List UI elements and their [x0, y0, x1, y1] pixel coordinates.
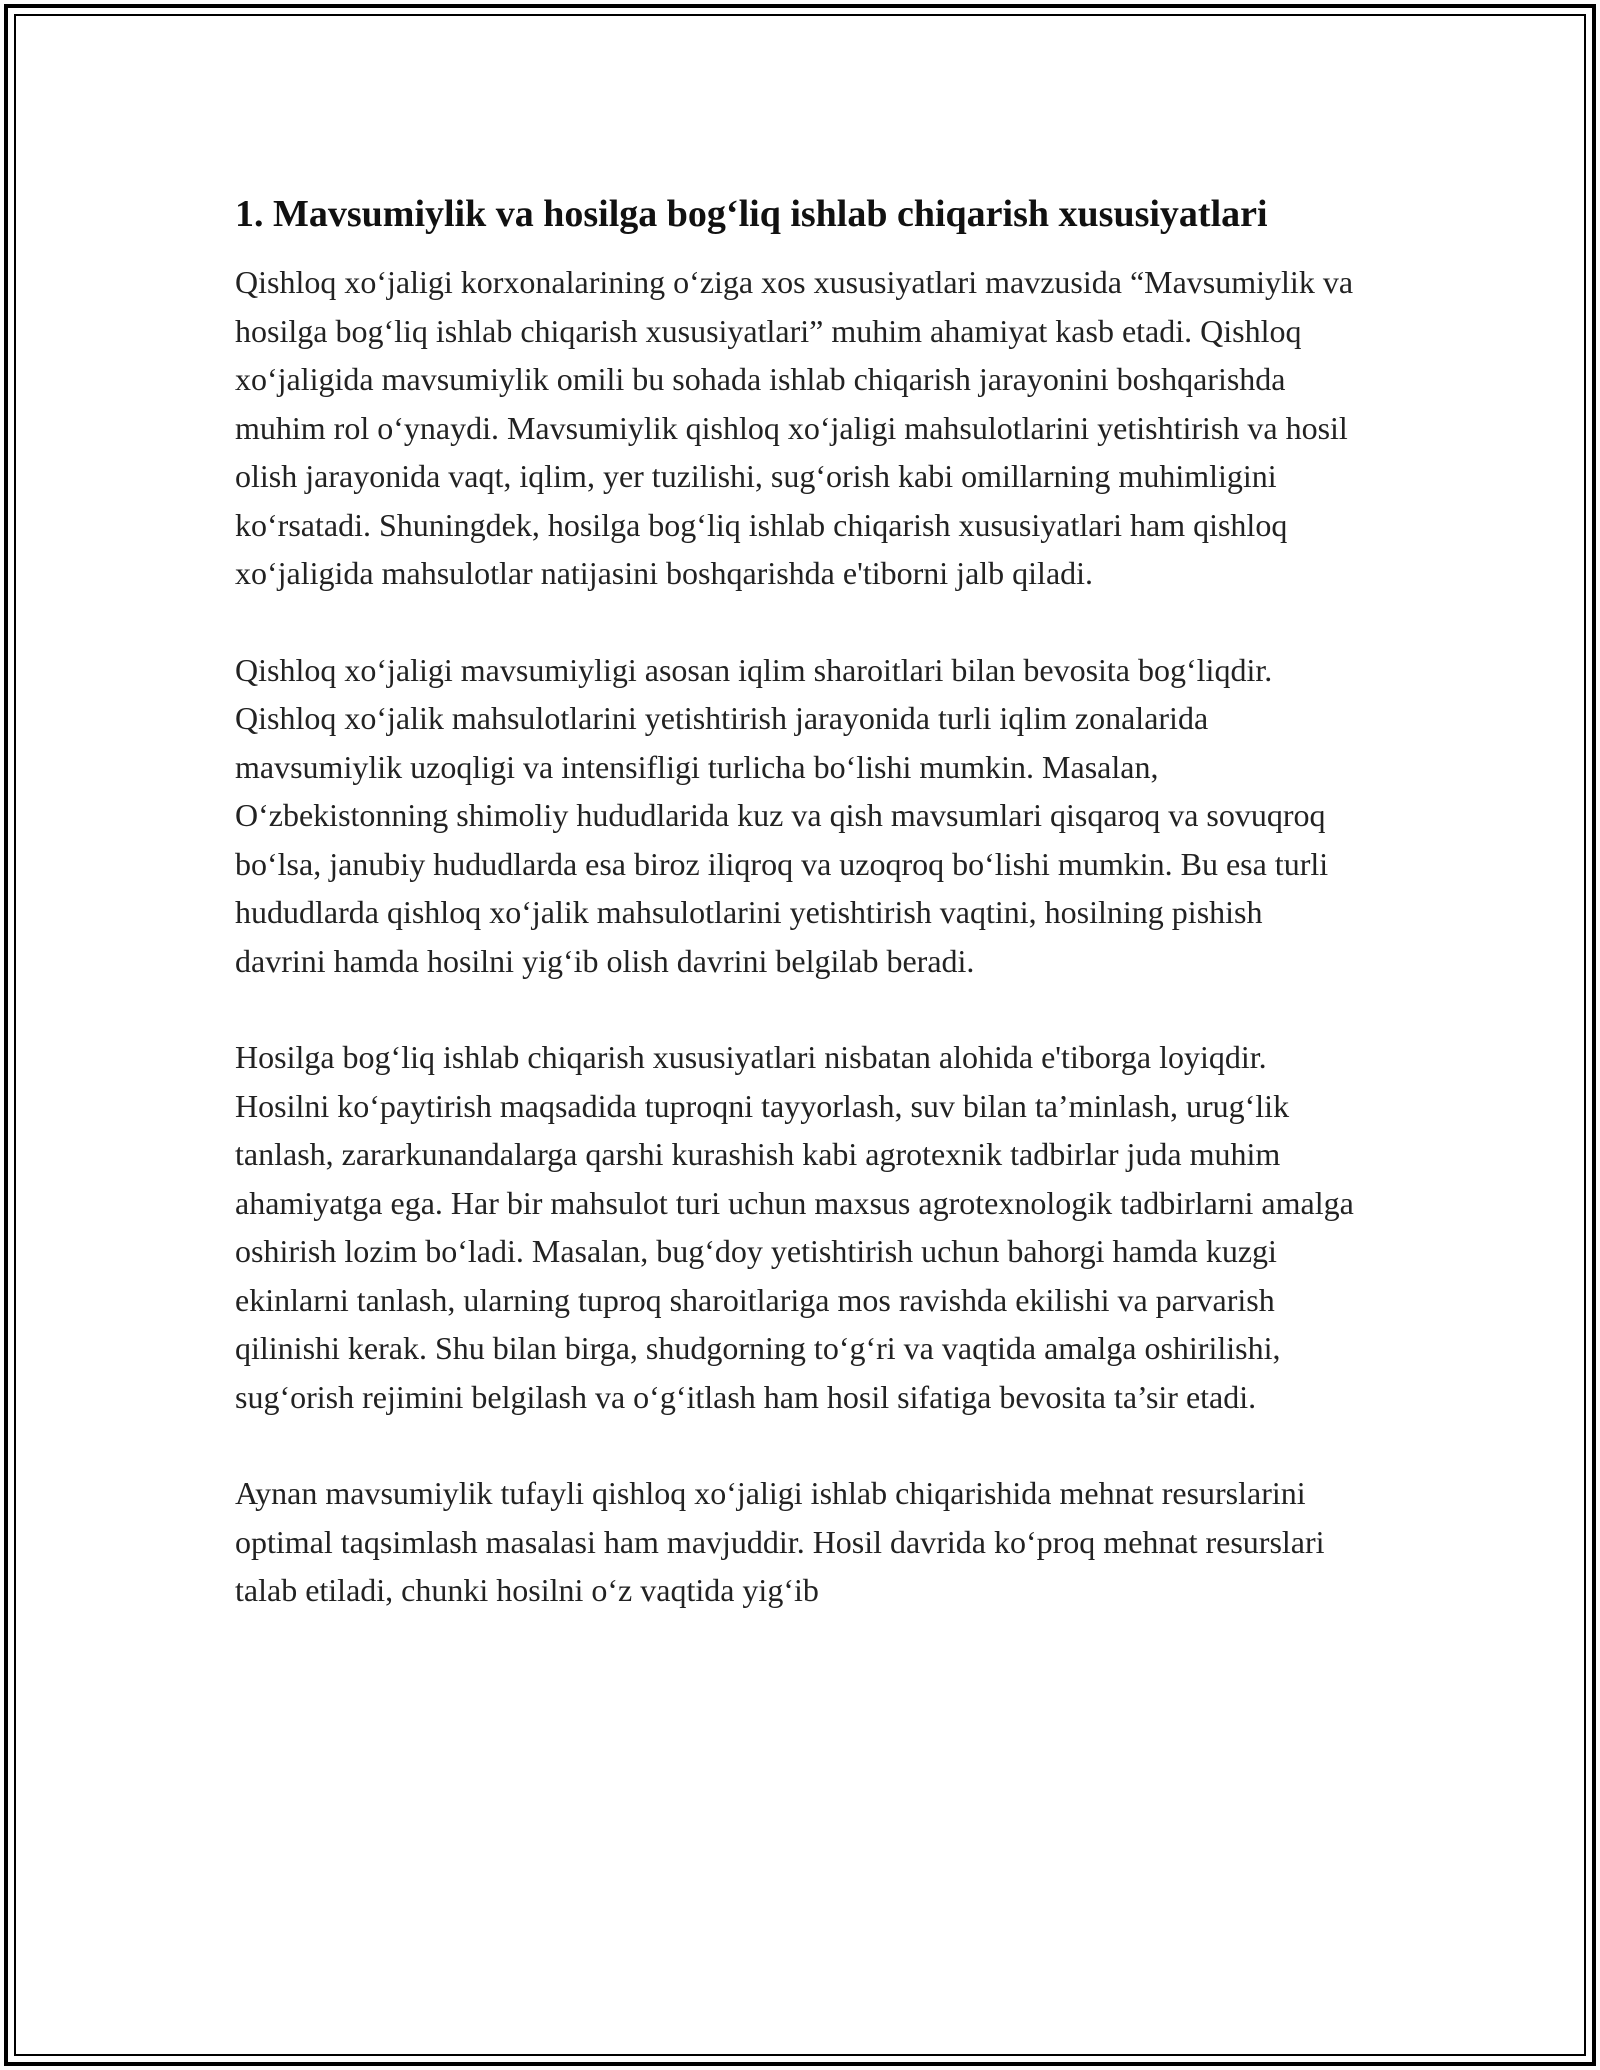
paragraph-3: Hosilga bog‘liq ishlab chiqarish xususiyatlari nisbatan alohida e'tiborga loyiqdir. Hosilni ko‘paytirish maqsadida tuproqni tayyorlash, suv bilan ta’minlash, urug‘lik tanlash, zararkunandalarga qarshi kurashish kabi agrotexnik tadbirlar juda muhim ahamiyatga ega. Har bir mahsulot turi uchun maxsus agrotexnologik tadbirlarni amalga oshirish lozim bo‘ladi. Masalan, bug‘doy yetishtirish uchun bahorgi hamda kuzgi ekinlarni tanlash, ularning tuproq sharoitlariga mos ravishda ekilishi va parvarish qilinishi kerak. Shu bilan birga, shudgorning to‘g‘ri va vaqtida amalga oshirilishi, sug‘orish rejimini belgilash va o‘g‘itlash ham hosil sifatiga bevosita ta’sir etadi. [235, 1039, 1354, 1415]
paragraph-2: Qishloq xo‘jaligi mavsumiyligi asosan iqlim sharoitlari bilan bevosita bog‘liqdir. Qishloq xo‘jalik mahsulotlarini yetishtirish jarayonida turli iqlim zonalarida mavsumiylik uzoqligi va intensifligi turlicha bo‘lishi mumkin. Masalan, O‘zbekistonning shimoliy hududlarida kuz va qish mavsumlari qisqaroq va sovuqroq bo‘lsa, janubiy hududlarda esa biroz iliqroq va uzoqroq bo‘lishi mumkin. Bu esa turli hududlarda qishloq xo‘jalik mahsulotlarini yetishtirish vaqtini, hosilning pishish davrini hamda hosilni yig‘ib olish davrini belgilab beradi. [235, 651, 1329, 979]
section-heading: 1. Mavsumiylik va hosilga bog‘liq ishlab chiqarish xususiyatlari [235, 193, 1268, 235]
paragraph-1: Qishloq xo‘jaligi korxonalarining o‘ziga xos xususiyatlari mavzusida “Mavsumiylik va hosilga bog‘liq ishlab chiqarish xususiyatlari” muhim ahamiyat kasb etadi. Qishloq xo‘jaligida mavsumiylik omili bu sohada ishlab chiqarish jarayonini boshqarishda muhim rol o‘ynaydi. Mavsumiylik qishloq xo‘jaligi mahsulotlarini yetishtirish va hosil olish jarayonida vaqt, iqlim, yer tuzilishi, sug‘orish kabi omillarning muhimligini ko‘rsatadi. Shuningdek, hosilga bog‘liq ishlab chiqarish xususiyatlari ham qishloq xo‘jaligida mahsulotlar natijasini boshqarishda e'tiborni jalb qiladi. [235, 264, 1354, 591]
paragraph-4: Aynan mavsumiylik tufayli qishloq xo‘jaligi ishlab chiqarishida mehnat resurslarini optimal taqsimlash masalasi ham mavjuddir. Hosil davrida ko‘proq mehnat resurslari talab etiladi, chunki hosilni o‘z vaqtida yig‘ib [235, 1475, 1325, 1608]
document-body [235, 186, 1355, 1663]
